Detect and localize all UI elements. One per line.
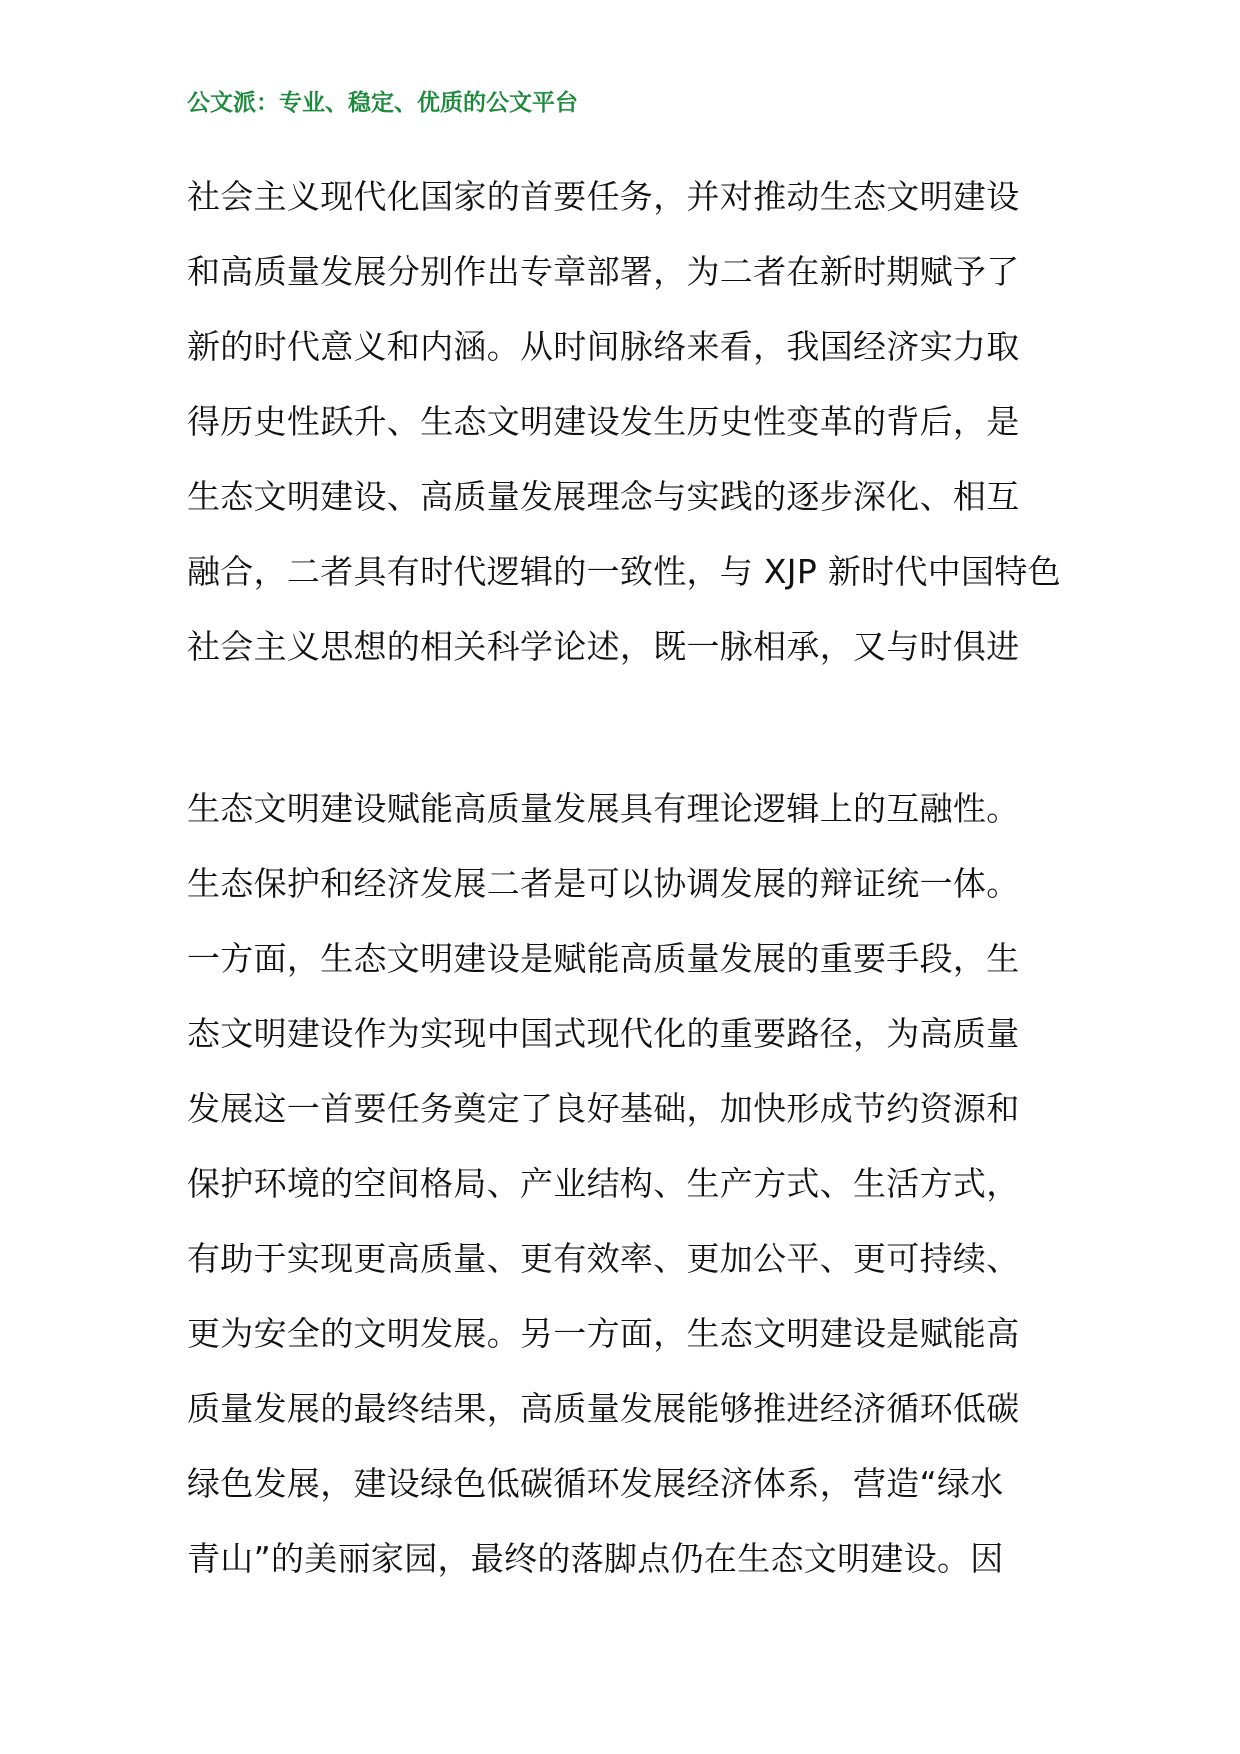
text-line: 保护环境的空间格局、产业结构、生产方式、生活方式， [187,1164,1020,1203]
paragraph-main [187,779,1057,1604]
text-line: 青山”的美丽家园，最终的落脚点仍在生态文明建设。因 [187,1539,1004,1578]
paragraph-continuation [187,167,1061,692]
text-line: 绿色发展，建设绿色低碳循环发展经济体系，营造“绿水 [187,1464,1004,1503]
text-line: 发展这一首要任务奠定了良好基础，加快形成节约资源和 [187,1089,1020,1128]
text-line: 得历史性跃升、生态文明建设发生历史性变革的背后，是 [187,402,1020,441]
text-line: 质量发展的最终结果，高质量发展能够推进经济循环低碳 [187,1389,1020,1428]
text-line: 新的时代意义和内涵。从时间脉络来看，我国经济实力取 [187,327,1020,366]
text-line: 有助于实现更高质量、更有效率、更加公平、更可持续、 [187,1239,1020,1278]
text-line: 一方面，生态文明建设是赋能高质量发展的重要手段，生 [187,939,1020,978]
text-line: 态文明建设作为实现中国式现代化的重要路径，为高质量 [187,1014,1020,1053]
text-line: 社会主义思想的相关科学论述，既一脉相承，又与时俱进 [187,627,1020,666]
text-line: 社会主义现代化国家的首要任务，并对推动生态文明建设 [187,177,1020,216]
text-line: 生态文明建设、高质量发展理念与实践的逐步深化、相互 [187,477,1020,516]
text-line: 和高质量发展分别作出专章部署，为二者在新时期赋予了 [187,252,1020,291]
text-line: 融合，二者具有时代逻辑的一致性，与 XJP 新时代中国特色 [187,552,1061,591]
text-line: 更为安全的文明发展。另一方面，生态文明建设是赋能高 [187,1314,1020,1353]
text-line: 生态保护和经济发展二者是可以协调发展的辩证统一体。 [187,864,1020,903]
site-header-title: 公文派：专业、稳定、优质的公文平台 [187,90,578,116]
text-line: 生态文明建设赋能高质量发展具有理论逻辑上的互融性。 [187,789,1020,828]
